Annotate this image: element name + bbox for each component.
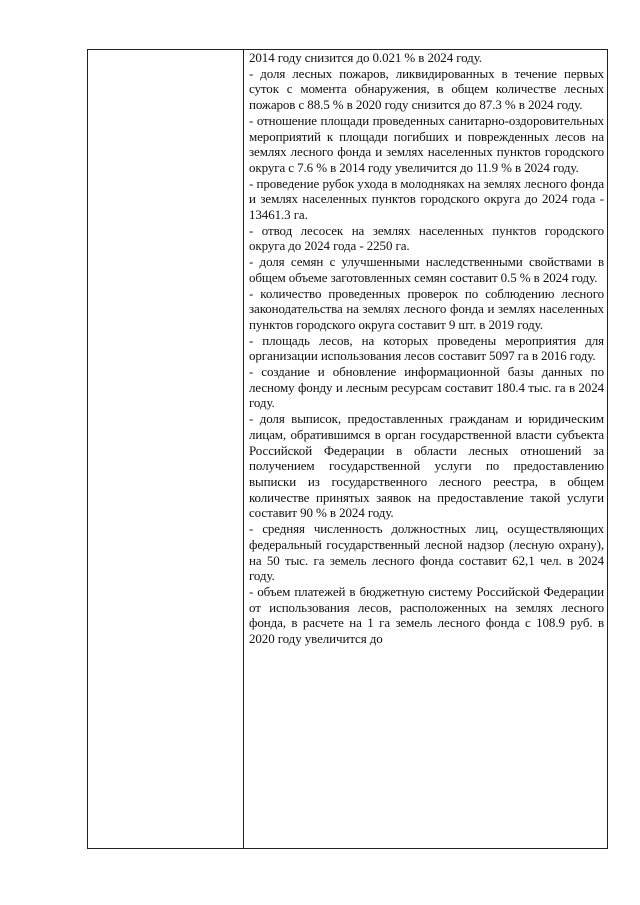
indicator-paragraph: - отвод лесосек на землях населенных пунктов городского округа до 2024 года - 2250 га. bbox=[249, 222, 604, 254]
indicator-paragraph: - отношение площади проведенных санитарно-оздоровительных мероприятий к площади погибших и поврежденных лесов на землях лесного фонда и землях населенных пунктов городского округа с 7.6 % в 2014 году увеличится до 11.9 % в 2024 году. bbox=[249, 112, 604, 175]
indicator-paragraph: 2014 году снизится до 0.021 % в 2024 году. bbox=[249, 50, 482, 65]
indicator-paragraph: - объем платежей в бюджетную систему Российской Федерации от использования лесов, расположенных на землях лесного фонда, в расчете на 1 га земель лесного фонда с 108.9 руб. в 2020 году увеличится до bbox=[249, 583, 604, 647]
indicator-paragraph: - проведение рубок ухода в молодняках на землях лесного фонда и землях населенных пунктов городского округа до 2024 года - 13461.3 га. bbox=[249, 175, 604, 223]
indicator-paragraph: - количество проведенных проверок по соблюдению лесного законодательства на землях лесного фонда и землях населенных пунктов городского округа составит 9 шт. в 2019 году. bbox=[249, 285, 604, 332]
indicator-paragraph: - средняя численность должностных лиц, осуществляющих федеральный государственный лесной надзор (лесную охрану), на 50 тыс. га земель лесного фонда составит 62,1 чел. в 2024 году. bbox=[249, 521, 604, 584]
indicator-paragraph: - доля выписок, предоставленных гражданам и юридическим лицам, обратившимся в орган государственной власти субъекта Российской Федерации в области лесных отношений за получением государственной услуги по предоставлению выписки из государственного лесного реестра, в общем количестве принятых заявок на предоставление такой услуги составит 90 % в 2024 году. bbox=[249, 411, 604, 521]
indicator-paragraph: - площадь лесов, на которых проведены мероприятия для организации использования лесов составит 5097 га в 2016 году. bbox=[249, 332, 604, 364]
table-right-cell bbox=[244, 50, 607, 848]
indicator-paragraph: - доля семян с улучшенными наследственными свойствами в общем объеме заготовленных семян составит 0.5 % в 2024 году. bbox=[249, 254, 604, 285]
indicator-paragraph: - доля лесных пожаров, ликвидированных в течение первых суток с момента обнаружения, в общем количестве лесных пожаров с 88.5 % в 2020 году снизится до 87.3 % в 2024 году. bbox=[249, 65, 604, 113]
indicator-paragraph: - создание и обновление информационной базы данных по лесному фонду и лесным ресурсам составит 180.4 тыс. га в 2024 году. bbox=[249, 364, 604, 411]
table-left-cell bbox=[88, 50, 244, 848]
document-table bbox=[87, 49, 608, 849]
